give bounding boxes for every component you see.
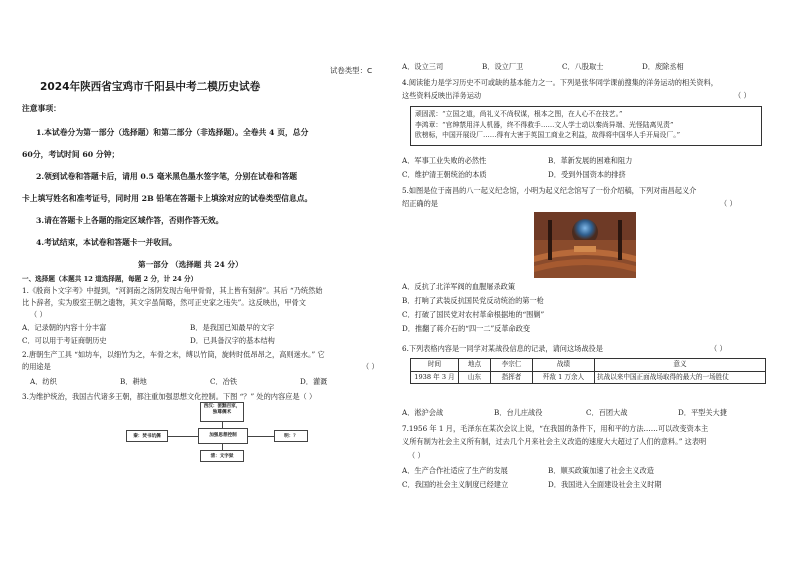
- notes-heading: 注意事项：: [22, 104, 61, 113]
- q7-option-c[interactable]: C．我国的社会主义制度已经建立: [402, 480, 509, 489]
- memorial-hall-illustration: [534, 212, 636, 278]
- q7-line-2: 义所有制为社会主义所有制，过去几个月来社会主义改造的速度大大超过了人们的意料。” 这表明: [402, 437, 707, 446]
- q2-option-b[interactable]: B．耕地: [120, 377, 147, 386]
- diagram-bottom-box: 清：文字狱: [200, 450, 244, 462]
- q3-option-c[interactable]: C．八股取士: [562, 62, 604, 71]
- part-one-heading: 第一部分 （选择题 共 24 分）: [138, 260, 243, 269]
- q4-line-1: 4.阅读能力是学习历史不可或缺的基本能力之一。下列是张华同学课前搜集的洋务运动的相关资料，: [402, 78, 718, 87]
- note-line-5: 3.请在答题卡上各题的指定区域作答，否则作答无效。: [36, 216, 224, 225]
- table-header-cell: 地点: [459, 359, 491, 372]
- q2-line-1: 2.唐朝生产工具 “如坊车，以细竹为之，车骨之末，缚以竹筒，旋转时低昂昂之，高则迷水。” 它: [22, 350, 325, 359]
- paper-type: 试卷类型：C: [330, 66, 373, 75]
- q6-line-1: 6.下列表格内容是一同学对某战役信息的记录，请问这场战役是: [402, 344, 603, 353]
- q7-line-3: （ ）: [408, 451, 425, 460]
- q2-option-a[interactable]: A．纺织: [30, 377, 57, 386]
- q6-option-a[interactable]: A．淞沪会战: [402, 408, 444, 417]
- note-line-4: 卡上填写姓名和准考证号，同时用 2B 铅笔在答题卡上填涂对应的试卷类型信息点。: [22, 194, 313, 203]
- q4-option-b[interactable]: B．革新发展的困难和阻力: [548, 156, 633, 165]
- q2-option-c[interactable]: C．冶铁: [210, 377, 238, 386]
- table-header-cell: 战绩: [533, 359, 595, 372]
- table-cell: 抗战以来中国正面战场取得的最大的一场胜仗: [595, 371, 766, 384]
- q3-option-d[interactable]: D．废除丞相: [642, 62, 684, 71]
- table-header-cell: 时间: [411, 359, 459, 372]
- left-column: [22, 0, 390, 562]
- page-title: 2024年陕西省宝鸡市千阳县中考二模历史试卷: [40, 81, 261, 93]
- section-heading: 一、选择题（本题共 12 道选择题，每题 2 分，计 24 分）: [22, 275, 198, 283]
- q4-quote-2: 李鸿章：“官绅禁用洋人机器，终不得救手……文人学士动以秦尚异端、光怪陆离见责”: [415, 120, 674, 129]
- q7-option-d[interactable]: D．我国进入全面建设社会主义时期: [548, 480, 662, 489]
- q1-line-3: （ ）: [30, 310, 47, 319]
- q2-option-d[interactable]: D．灌溉: [300, 377, 328, 386]
- note-line-1: 1.本试卷分为第一部分（选择题）和第二部分（非选择题）。全卷共 4 页，总分: [36, 128, 309, 137]
- q5-paren: （ ）: [720, 199, 737, 208]
- q4-option-c[interactable]: C．维护清王朝统治的本质: [402, 170, 487, 179]
- q2-line-2: 的用途是: [22, 362, 51, 371]
- diagram-right-box: 明：？: [274, 430, 308, 442]
- note-line-3: 2.领到试卷和答题卡后，请用 0.5 毫米黑色墨水签字笔，分别在试卷和答题: [36, 172, 298, 181]
- q2-paren: （ ）: [362, 362, 379, 371]
- table-header-row: [411, 359, 766, 372]
- q1-option-c[interactable]: C．可以用于考证商朝历史: [22, 336, 107, 345]
- q1-line-2: 比卜辞者，实为殷室王朝之遗物，其文字虽简略，然可正史家之违失”。这反映出，甲骨文: [22, 298, 306, 307]
- q5-line-2: 绍正确的是: [402, 199, 438, 208]
- q4-option-a[interactable]: A．军事工业失败的必然性: [402, 156, 487, 165]
- q7-line-1: 7.1956 年 1 月，毛泽东在某次会议上说，“在我国的条件下，用和平的方法……可以改变资本主: [402, 424, 709, 433]
- q6-option-d[interactable]: D．平型关大捷: [678, 408, 727, 417]
- diagram-left-box: 秦：焚书坑儒: [126, 430, 168, 442]
- table-cell: 指挥者: [491, 371, 533, 384]
- q1-option-b[interactable]: B．是我国已知最早的文字: [190, 323, 275, 332]
- q5-option-d[interactable]: D．推翻了蒋介石的“四一二”反革命政变: [402, 324, 531, 333]
- q4-option-d[interactable]: D．受到外国资本的排挤: [548, 170, 626, 179]
- q3-option-b[interactable]: B．设立厂卫: [482, 62, 524, 71]
- q6-option-b[interactable]: B．台儿庄战役: [494, 408, 543, 417]
- table-cell: 山东: [459, 371, 491, 384]
- q5-option-c[interactable]: C．打破了国民党对农村革命根据地的“围剿”: [402, 310, 545, 319]
- q3-line-1: 3.为维护统治，我国古代诸多王朝，都注重加强思想文化控制。下图 “？” 处的内容应是（ ）: [22, 392, 317, 401]
- q4-line-2: 这些资料反映出洋务运动: [402, 91, 482, 100]
- diagram-connector: [168, 436, 198, 437]
- q1-line-1: 1.《殷商卜文字考》中提到，“河洞南之汤阴发现古龟甲骨骨，其上皆有刻辞”。其后 “乃统然始: [22, 286, 323, 295]
- table-cell: 1938 年 3 月: [411, 371, 459, 384]
- memorial-hall-photo: [534, 212, 636, 278]
- table-header-cell: 李宗仁: [491, 359, 533, 372]
- q6-table: [410, 358, 766, 384]
- q1-option-a[interactable]: A．记录朝的内容十分丰富: [22, 323, 107, 332]
- q6-paren: （ ）: [710, 344, 727, 353]
- q6-option-c[interactable]: C．百团大战: [586, 408, 628, 417]
- q7-option-a[interactable]: A．生产合作社适应了生产的发展: [402, 466, 508, 475]
- table-header-cell: 意义: [595, 359, 766, 372]
- q3-option-a[interactable]: A．设立三司: [402, 62, 444, 71]
- q4-quote-1: 顽固派：“立国之道，尚礼义不尚权谋，根本之图，在人心不在技艺。”: [415, 110, 623, 118]
- q4-paren: （ ）: [734, 91, 751, 100]
- diagram-top-box: 西汉：罢黜百家，独尊儒术: [200, 402, 244, 422]
- q7-option-b[interactable]: B．顺买政策加速了社会主义改造: [548, 466, 654, 475]
- note-line-2: 60分，考试时间 60 分钟；: [22, 150, 120, 159]
- q4-quote-box: [410, 106, 762, 146]
- right-column: [402, 0, 774, 562]
- q1-option-d[interactable]: D．已具备汉字的基本结构: [190, 336, 275, 345]
- diagram-center-box: 加强思想控制: [198, 428, 248, 444]
- table-row: [411, 371, 766, 384]
- diagram-connector: [248, 436, 274, 437]
- q5-line-1: 5.如图是位于南昌的八一起义纪念馆，小明为起义纪念馆写了一份介绍稿，下列对南昌起义介: [402, 186, 697, 195]
- q4-quote-3: 欧榜标，中国开展设厂……得有大害于英国工商业之利益，故得将中国华人手开局设厂。”: [415, 131, 681, 140]
- table-cell: 歼敌 1 万余人: [533, 371, 595, 384]
- note-line-6: 4.考试结束，本试卷和答题卡一并收回。: [36, 238, 177, 247]
- q5-option-a[interactable]: A．反抗了北洋军阀的血腥屠杀政策: [402, 282, 516, 291]
- q5-option-b[interactable]: B．打响了武装反抗国民党反动统治的第一枪: [402, 296, 544, 305]
